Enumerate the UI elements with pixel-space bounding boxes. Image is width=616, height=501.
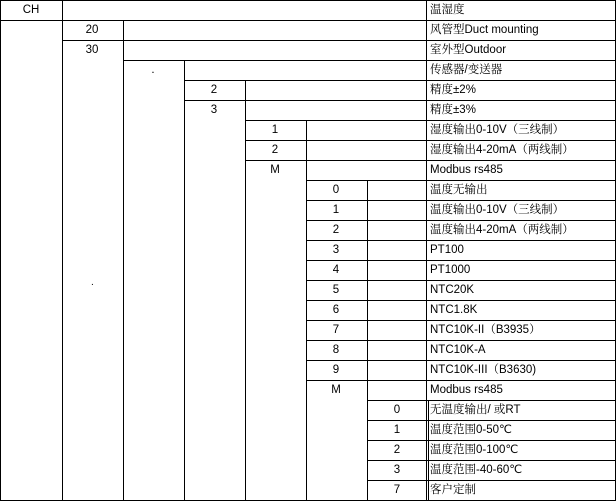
option-code: 3	[210, 104, 218, 116]
option-description: 精度±3%	[430, 104, 476, 116]
grid-line-vertical	[367, 380, 368, 400]
grid-line-vertical	[367, 280, 368, 300]
option-code: 7	[393, 484, 401, 496]
option-description: 温度输出4-20mA（两线制）	[430, 224, 574, 236]
option-description: 温度范围-40-60℃	[430, 464, 523, 476]
option-description: Modbus rs485	[430, 384, 503, 396]
option-code: 9	[332, 364, 340, 376]
option-code: 0	[332, 184, 340, 196]
grid-line-vertical	[306, 140, 307, 160]
option-code: M	[331, 384, 341, 396]
grid-line-vertical	[367, 180, 368, 200]
option-description: 无温度输出/ 或RT	[430, 404, 521, 416]
option-code: 2	[332, 224, 340, 236]
option-code: 1	[332, 204, 340, 216]
option-code: 4	[332, 264, 340, 276]
grid-line-vertical	[367, 200, 368, 220]
option-code: 3	[332, 244, 340, 256]
option-code: 6	[332, 304, 340, 316]
option-description: 室外型Outdoor	[430, 44, 507, 56]
grid-line-vertical	[428, 440, 429, 460]
grid-line-vertical	[367, 220, 368, 240]
option-description: 湿度输出4-20mA（两线制）	[430, 144, 574, 156]
option-description: Modbus rs485	[430, 164, 503, 176]
grid-line-vertical	[123, 20, 124, 40]
grid-line-vertical	[367, 240, 368, 260]
grid-line-horizontal	[0, 20, 62, 21]
grid-line-vertical	[367, 300, 368, 320]
grid-line-horizontal	[184, 100, 616, 101]
option-code: 20	[85, 24, 99, 36]
option-description: PT100	[430, 244, 464, 256]
option-code: 1	[271, 124, 279, 136]
option-code: 0	[393, 404, 401, 416]
grid-line-horizontal	[123, 60, 616, 61]
option-description: 风管型Duct mounting	[430, 24, 539, 36]
option-code: 8	[332, 344, 340, 356]
option-code: 7	[332, 324, 340, 336]
option-description: PT1000	[430, 264, 471, 276]
grid-line-vertical	[123, 40, 124, 60]
option-code: .	[151, 64, 155, 76]
grid-line-vertical	[367, 320, 368, 340]
option-code: 2	[210, 84, 218, 96]
option-description: NTC10K-A	[430, 344, 486, 356]
grid-line-vertical	[0, 0, 1, 501]
option-description: 温度输出0-10V（三线制）	[430, 204, 565, 216]
option-code: 5	[332, 284, 340, 296]
option-code: 3	[393, 464, 401, 476]
prefix-code: CH	[22, 4, 40, 16]
grid-line-vertical	[306, 160, 307, 180]
option-code: 2	[393, 444, 401, 456]
option-description: NTC1.8K	[430, 304, 478, 316]
grid-line-vertical	[306, 120, 307, 140]
grid-line-horizontal	[0, 0, 616, 1]
option-description: 温度无输出	[430, 184, 488, 196]
grid-line-vertical	[428, 420, 429, 440]
option-description: 传感器/变送器	[430, 64, 503, 76]
grid-line-vertical	[245, 100, 246, 120]
option-description: NTC10K-III（B3630)	[430, 364, 537, 376]
option-code: 1	[393, 424, 401, 436]
grid-line-vertical	[428, 400, 429, 420]
grid-line-horizontal	[62, 40, 616, 41]
grid-line-vertical	[367, 340, 368, 360]
filler-mark: .	[91, 277, 94, 288]
option-code: 2	[271, 144, 279, 156]
option-description: 湿度输出0-10V（三线制）	[430, 124, 565, 136]
grid-line-vertical	[184, 60, 185, 80]
option-description: 客户定制	[430, 484, 476, 496]
grid-line-vertical	[245, 80, 246, 100]
grid-line-vertical	[428, 460, 429, 480]
option-code: 30	[85, 44, 99, 56]
option-description: 温湿度	[430, 4, 465, 16]
option-description: NTC10K-II（B3935）	[430, 324, 541, 336]
option-description: NTC20K	[430, 284, 475, 296]
option-description: 温度范围0-100℃	[430, 444, 519, 456]
option-code: M	[270, 164, 280, 176]
grid-line-vertical	[123, 60, 124, 500]
grid-line-vertical	[184, 80, 185, 500]
option-description: 精度±2%	[430, 84, 476, 96]
grid-line-vertical	[62, 0, 63, 500]
grid-line-horizontal	[184, 80, 616, 81]
grid-line-vertical	[367, 360, 368, 380]
grid-line-vertical	[428, 480, 429, 500]
grid-line-vertical	[367, 260, 368, 280]
option-description: 温度范围0-50℃	[430, 424, 512, 436]
